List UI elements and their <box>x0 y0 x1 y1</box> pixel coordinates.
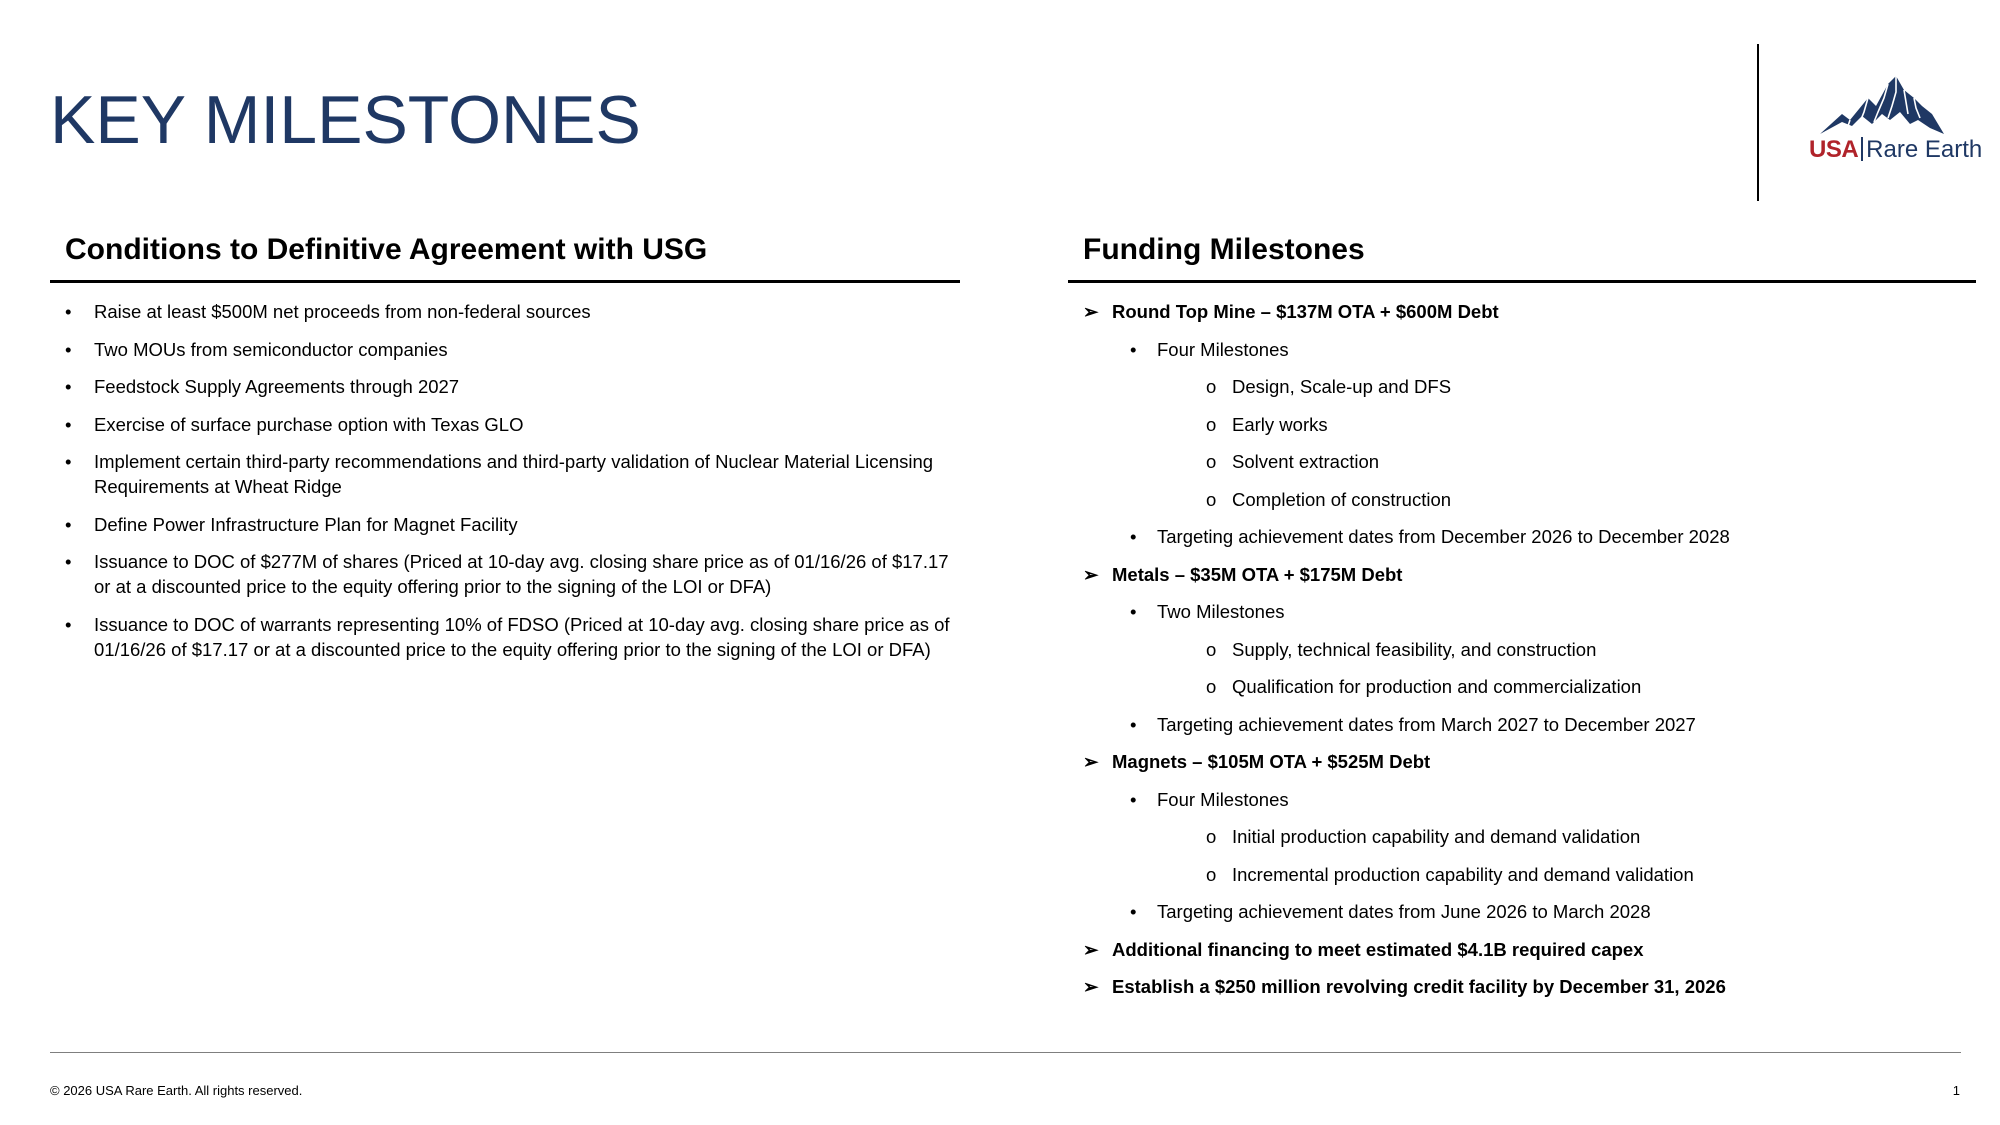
list-item <box>50 412 960 437</box>
list-item <box>1068 524 1976 549</box>
list-item <box>1068 599 1976 624</box>
logo-divider <box>1757 44 1759 201</box>
bullet-icon: • <box>1130 526 1137 547</box>
list-item <box>50 612 960 662</box>
list-item-text: Issuance to DOC of warrants representing 10% of FDSO (Priced at 10-day avg. closing share price as of 01/16/26 of $17.17 or at a discounted price to the equity offering prior to the signing of the LOI or DFA) <box>94 613 950 660</box>
list-item-text: Early works <box>1232 413 1328 435</box>
milestone-group <box>1068 299 1976 324</box>
circle-bullet-icon: o <box>1206 863 1217 885</box>
list-item-text: Supply, technical feasibility, and construction <box>1232 638 1597 660</box>
arrow-bullet-icon: ➢ <box>1083 563 1099 585</box>
list-item <box>1068 412 1976 437</box>
list-item-text: Four Milestones <box>1157 338 1289 360</box>
list-item-text: Targeting achievement dates from December 2026 to December 2028 <box>1157 526 1730 547</box>
list-item-text: Implement certain third-party recommendations and third-party validation of Nuclear Material Licensing Requirements at Wheat Ridge <box>94 451 934 497</box>
bullet-icon: • <box>65 551 72 572</box>
logo-rare-earth: Rare Earth <box>1866 136 1983 163</box>
bullet-icon: • <box>65 413 72 435</box>
list-item-text: Solvent extraction <box>1232 451 1380 472</box>
arrow-bullet-icon: ➢ <box>1083 301 1099 322</box>
copyright-notice: © 2026 USA Rare Earth. All rights reserved. <box>50 1083 303 1098</box>
arrow-bullet-icon: ➢ <box>1083 976 1099 997</box>
bullet-icon: • <box>65 338 72 360</box>
list-item <box>50 374 960 399</box>
list-item-text: Two Milestones <box>1157 601 1285 622</box>
bullet-icon: • <box>65 513 72 535</box>
circle-bullet-icon: o <box>1206 826 1217 847</box>
funding-section <box>1068 228 1976 1012</box>
circle-bullet-icon: o <box>1206 376 1217 397</box>
page-number: 1 <box>1952 1083 1960 1098</box>
logo-wordmark <box>1809 136 1982 164</box>
list-item <box>1068 674 1976 699</box>
list-item <box>1068 637 1976 662</box>
mountain-icon <box>1820 76 1944 134</box>
list-item-text: Initial production capability and demand validation <box>1232 826 1641 847</box>
list-item-text: Four Milestones <box>1157 788 1289 810</box>
list-item-text: Two MOUs from semiconductor companies <box>94 338 448 360</box>
circle-bullet-icon: o <box>1206 451 1217 472</box>
logo-separator <box>1861 137 1863 161</box>
list-item <box>1068 787 1976 812</box>
list-item-text: Qualification for production and commercialization <box>1232 676 1642 697</box>
list-item-text: Additional financing to meet estimated $4.1B required capex <box>1112 938 1644 960</box>
slide-title: KEY MILESTONES <box>50 82 641 158</box>
list-item-text: Issuance to DOC of $277M of shares (Priced at 10-day avg. closing share price as of 01/16/26 of $17.17 or at a discounted price to the equity offering prior to the signing of the LOI or DFA) <box>94 551 949 597</box>
list-item <box>50 512 960 537</box>
milestone-group <box>1068 749 1976 774</box>
bullet-icon: • <box>65 613 72 635</box>
bullet-icon: • <box>1130 338 1137 360</box>
list-item-text: Design, Scale-up and DFS <box>1232 376 1452 397</box>
bullet-icon: • <box>1130 601 1137 622</box>
list-item-text: Incremental production capability and demand validation <box>1232 863 1694 885</box>
milestone-group <box>1068 974 1976 999</box>
list-item <box>50 337 960 362</box>
bullet-icon: • <box>1130 713 1137 735</box>
conditions-heading: Conditions to Definitive Agreement with USG <box>50 228 960 283</box>
circle-bullet-icon: o <box>1206 638 1217 660</box>
logo-usa: USA <box>1809 136 1859 163</box>
bullet-icon: • <box>65 301 72 322</box>
list-item <box>50 299 960 324</box>
list-item-text: Magnets – $105M OTA + $525M Debt <box>1112 751 1431 772</box>
bullet-icon: • <box>1130 788 1137 810</box>
company-logo <box>1805 72 1983 172</box>
list-item <box>50 549 960 599</box>
milestone-group <box>1068 562 1976 587</box>
arrow-bullet-icon: ➢ <box>1083 751 1099 772</box>
funding-list <box>1068 299 1976 999</box>
list-item-text: Targeting achievement dates from March 2027 to December 2027 <box>1157 713 1696 735</box>
funding-heading: Funding Milestones <box>1068 228 1976 283</box>
list-item-text: Targeting achievement dates from June 2026 to March 2028 <box>1157 901 1651 922</box>
list-item <box>1068 487 1976 512</box>
arrow-bullet-icon: ➢ <box>1083 938 1099 960</box>
list-item-text: Exercise of surface purchase option with Texas GLO <box>94 413 524 435</box>
list-item <box>1068 824 1976 849</box>
list-item <box>50 449 960 499</box>
list-item-text: Completion of construction <box>1232 488 1452 510</box>
list-item <box>1068 712 1976 737</box>
conditions-section <box>50 228 960 674</box>
list-item <box>1068 374 1976 399</box>
bullet-icon: • <box>65 376 72 397</box>
list-item-text: Round Top Mine – $137M OTA + $600M Debt <box>1112 301 1499 322</box>
circle-bullet-icon: o <box>1206 488 1217 510</box>
circle-bullet-icon: o <box>1206 676 1217 697</box>
list-item-text: Raise at least $500M net proceeds from non-federal sources <box>94 301 591 322</box>
list-item <box>1068 449 1976 474</box>
bullet-icon: • <box>1130 901 1137 922</box>
conditions-list <box>50 299 960 662</box>
list-item-text: Define Power Infrastructure Plan for Magnet Facility <box>94 513 518 535</box>
list-item-text: Metals – $35M OTA + $175M Debt <box>1112 563 1403 585</box>
milestone-group <box>1068 937 1976 962</box>
list-item-text: Feedstock Supply Agreements through 2027 <box>94 376 460 397</box>
list-item <box>1068 899 1976 924</box>
list-item <box>1068 337 1976 362</box>
bullet-icon: • <box>65 451 72 472</box>
list-item <box>1068 862 1976 887</box>
footer-divider <box>50 1052 1961 1053</box>
circle-bullet-icon: o <box>1206 413 1217 435</box>
list-item-text: Establish a $250 million revolving credit facility by December 31, 2026 <box>1112 976 1726 997</box>
